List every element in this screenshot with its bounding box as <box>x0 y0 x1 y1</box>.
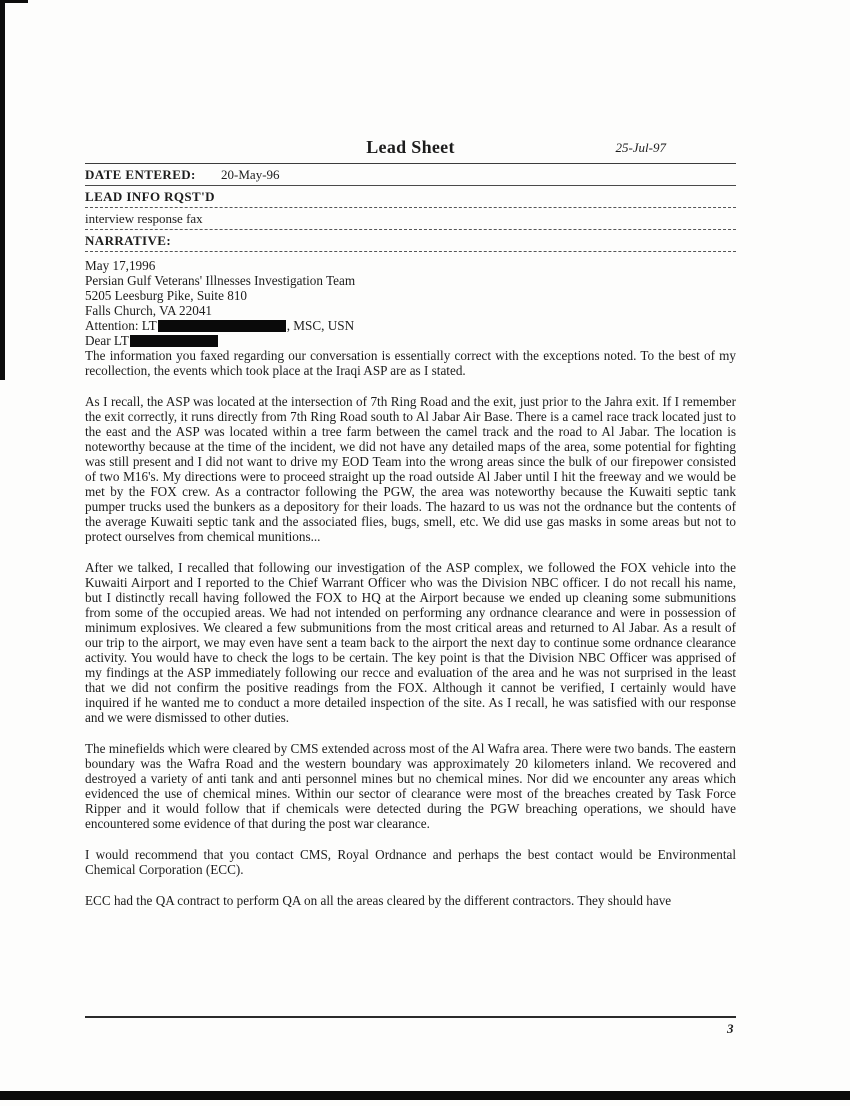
narrative-body <box>85 252 736 908</box>
salutation-prefix: Dear LT <box>85 333 129 348</box>
field-lead-info <box>85 186 736 208</box>
narrative-paragraph: I would recommend that you contact CMS, Royal Ordnance and perhaps the best contact would be Environmental Chemical Corporation (ECC). <box>85 847 736 877</box>
document-header <box>85 135 736 164</box>
field-date-entered <box>85 164 736 186</box>
date-entered-label: DATE ENTERED: <box>85 167 196 182</box>
field-narrative <box>85 230 736 252</box>
lead-type-value: interview response fax <box>85 211 203 226</box>
narrative-paragraph: The minefields which were cleared by CMS extended across most of the Al Wafra area. There were two bands. The eastern boundary was the Wafra Road and the western boundary was approximately 20 kilometers inland. We recovered and destroyed a variety of anti tank and anti personnel mines but no chemical mines. Nor did we encounter any areas which evidenced the use of chemical mines. Within our sector of clearance were most of the breaches created by Task Force Ripper and it would follow that if chemicals were detected during the PGW breaching operations, we should have encountered some evidence of that during the post war clearance. <box>85 741 736 831</box>
narrative-label: NARRATIVE: <box>85 233 172 248</box>
print-date: 25-Jul-97 <box>615 140 666 155</box>
narrative-paragraph: ECC had the QA contract to perform QA on all the areas cleared by the different contractors. They should have <box>85 893 672 908</box>
narrative-paragraph: As I recall, the ASP was located at the intersection of 7th Ring Road and the exit, just prior to the Jahra exit. If I remember the exit correctly, it runs directly from 7th Ring Road south to Al Jabar Air Base. There is a camel race track located just to the east and the ASP was located within a tree farm between the camel track and the road to Al Jabar. The location is noteworthy because at the time of the incident, we did not have any detailed maps of the area, some potential for fighting was still present and I did not want to drive my EOD Team into the wrong areas since the bulk of our firepower consisted of two M16's. My directions were to proceed straight up the road outside Al Jaber until I hit the freeway and we would be met by the FOX crew. As a contractor following the PGW, the area was noteworthy because the Kuwaiti septic tank pumper trucks used the bunkers as a depository for their loads. The hazard to us was not the ordnance but the contents of the average Kuwaiti septic tank and the associated flies, bugs, smell, etc. We did use gas masks in some areas but not to protect ourselves from chemical munitions... <box>85 394 736 544</box>
page-title: Lead Sheet <box>366 137 455 157</box>
attention-suffix: , MSC, USN <box>286 318 355 333</box>
narrative-paragraph: After we talked, I recalled that following our investigation of the ASP complex, we followed the FOX vehicle into the Kuwaiti Airport and I reported to the Chief Warrant Officer who was the Division NBC officer. I do not recall his name, but I distinctly recall having followed the FOX to HQ at the Airport because we ended up cleaning some submunitions from some of the occupied areas. We had not intended on performing any ordnance clearance and were in possession of minimum explosives. We cleared a few submunitions from the most critical areas and returned to Al Jabar. As a result of our trip to the airport, we may even have sent a team back to the airport the next day to continue some ordnance clearance activity. You would have to check the logs to be certain. The key point is that the Division NBC Officer was apprised of my findings at the ASP immediately following our recce and evaluation of the area and he was not surprised in the least that we did not confirm the positive readings from the FOX. Although it cannot be verified, I certainly would have inquired if he wanted me to conduct a more detailed inspection of the site. As I recall, he was satisfied with our response and we were dismissed to other duties. <box>85 560 736 725</box>
page-number: 3 <box>727 1021 734 1036</box>
letter-addressee-city: Falls Church, VA 22041 <box>85 303 213 318</box>
letter-addressee-org: Persian Gulf Veterans' Illnesses Investigation Team <box>85 273 356 288</box>
lead-info-label: LEAD INFO RQST'D <box>85 189 215 204</box>
letter-salutation <box>85 333 736 348</box>
date-entered-value: 20-May-96 <box>221 167 280 182</box>
redaction-bar <box>130 335 218 347</box>
letter-addressee-street: 5205 Leesburg Pike, Suite 810 <box>85 288 248 303</box>
scan-artifact-left <box>0 0 5 380</box>
narrative-paragraph: The information you faxed regarding our conversation is essentially correct with the exceptions noted. To the best of my recollection, the events which took place at the Iraqi ASP are as I stated. <box>85 348 736 378</box>
letter-date-line: May 17,1996 <box>85 258 156 273</box>
field-lead-type <box>85 208 736 230</box>
attention-prefix: Attention: LT <box>85 318 157 333</box>
document-content <box>85 135 736 908</box>
letter-attention-line <box>85 318 736 333</box>
scan-artifact-bottom <box>0 1091 850 1100</box>
footer-rule <box>85 1016 736 1018</box>
redaction-bar <box>158 320 286 332</box>
